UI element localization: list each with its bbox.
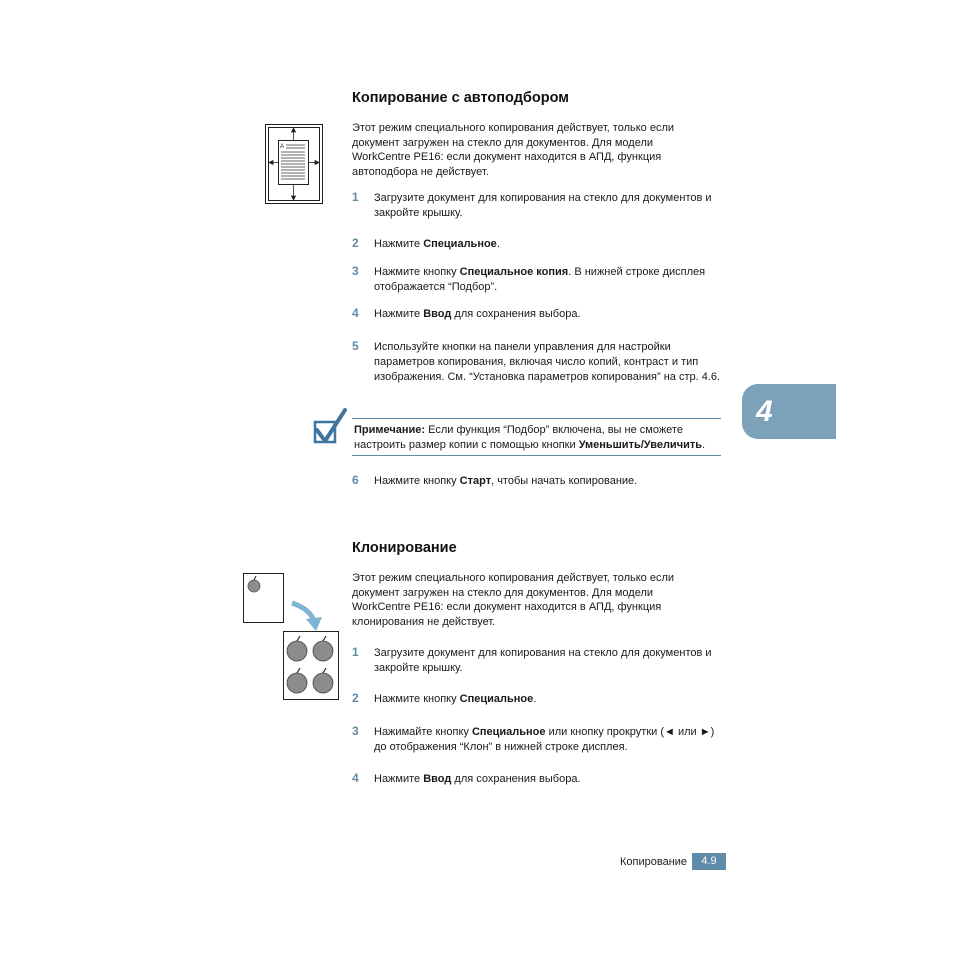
clone-step-4: 4 Нажмите Ввод для сохранения выбора.	[352, 771, 581, 785]
section-title-autofit: Копирование с автоподбором	[352, 90, 569, 106]
autofit-step-6: 6 Нажмите кнопку Старт, чтобы начать копирование.	[352, 473, 638, 487]
autofit-step-3: 3 Нажмите кнопку Специальное копия. В нижней строке дисплея отображается “Подбор”.	[352, 264, 706, 293]
autofit-step-1: 1 Загрузите документ для копирования на стекло для документов и закройте крышку.	[352, 190, 712, 219]
clone-step-2: 2 Нажмите кнопку Специальное.	[352, 691, 537, 705]
footer-section-label: Копирование	[620, 856, 688, 868]
autofit-step-2: 2 Нажмите Специальное.	[352, 236, 500, 250]
chapter-tab: 4	[742, 384, 836, 439]
autofit-step-4: 4 Нажмите Ввод для сохранения выбора.	[352, 306, 581, 320]
illustration-letter: A	[280, 144, 285, 150]
section-title-clone: Клонирование	[352, 540, 457, 556]
clone-step-1: 1 Загрузите документ для копирования на стекло для документов и закройте крышку.	[352, 645, 712, 674]
note-label: Примечание:	[354, 424, 426, 436]
autofit-intro: Этот режим специального копирования действует, только если документ загружен на стекло для документов. Для модели WorkCentre PE16: если документ находится в АПД, функция автоподбора не действует.	[352, 122, 675, 178]
note-box: Примечание: Если функция “Подбор” включена, вы не сможете настроить размер копии с помощью кнопки Уменьшить/Увеличить.	[352, 418, 721, 456]
autofit-step-5: 5 Используйте кнопки на панели управления для настройки параметров копирования, включая число копий, контраст и тип изображения. См. “Установка параметров копирования” на стр. 4.6.	[352, 339, 721, 383]
footer-page-number: 4.9	[692, 853, 726, 870]
autofit-illustration	[265, 124, 323, 206]
clone-step-3: 3 Нажимайте кнопку Специальное или кнопку прокрутки (◄ или ►) до отображения “Клон” в нижней строке дисплея.	[352, 724, 715, 753]
clone-intro: Этот режим специального копирования действует, только если документ загружен на стекло для документов. Для модели WorkCentre PE16: если документ находится в АПД, функция клонирования не действует.	[352, 572, 675, 628]
clone-illustration	[242, 571, 342, 703]
note-check-icon	[312, 408, 348, 448]
